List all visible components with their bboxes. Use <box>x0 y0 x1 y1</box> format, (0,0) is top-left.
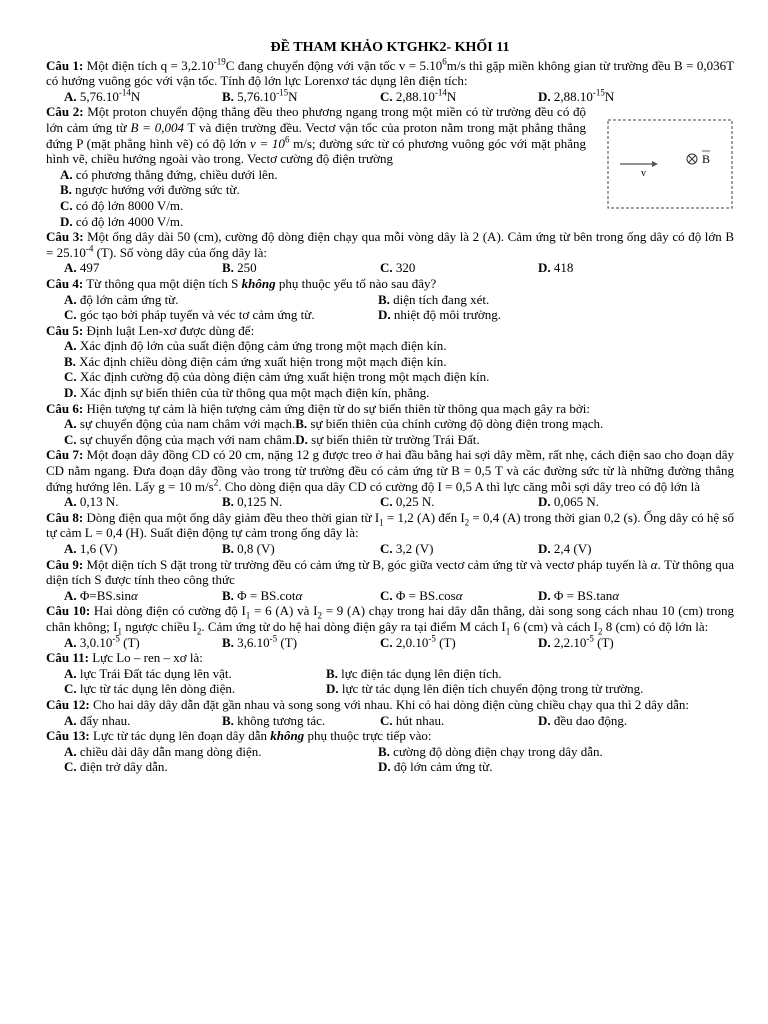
field-label: B <box>702 152 711 167</box>
option-unit: N <box>288 88 298 104</box>
option-text: có độ lớn 4000 V/m. <box>72 213 184 229</box>
question-stem <box>46 697 734 713</box>
question-12 <box>46 697 734 728</box>
option-d[interactable] <box>538 89 734 105</box>
exponent: -15 <box>276 87 289 98</box>
question-label: Câu 6: <box>46 400 84 416</box>
option-text: 3,6.10 <box>233 634 270 650</box>
stem-text: Một đoạn dây đồng CD có 20 cm, nặng 12 g được treo ở hai đầu bằng hai sợi dây mềm, rất nhẹ, cách điện sao cho đoạn dây CD nằm ngang. Đưa đoạn dây đồng vào trong từ trường đều có cảm ứng từ B = 0,5 T và các đường sức từ là những đường thẳng đứng hướng lên. Lấy g = 10 m/s <box>46 447 734 494</box>
option-text: 2,88.10 <box>550 88 593 104</box>
option-c[interactable] <box>380 494 538 510</box>
option-letter: D. <box>378 759 391 775</box>
option-letter: A. <box>64 634 77 650</box>
alpha-symbol: α <box>612 587 620 603</box>
option-letter: B. <box>295 416 308 432</box>
stem-text: Lực Lo – ren – xơ là: <box>88 650 203 666</box>
option-text: Xác định độ lớn của suất điện động cảm ứng trong một mạch điện kín. <box>76 338 447 354</box>
option-text: 0,8 (V) <box>233 541 275 556</box>
stem-emphasis: không <box>270 728 305 744</box>
option-text: chiều dài dây dẫn mang dòng điện. <box>76 743 262 759</box>
option-letter: A. <box>64 416 77 432</box>
option-text: 2,0.10 <box>392 634 429 650</box>
option-letter: B. <box>60 182 72 198</box>
option-letter: C. <box>64 759 77 775</box>
option-letter: B. <box>378 291 390 307</box>
option-text: lực điện tác dụng lên điện tích. <box>337 665 502 681</box>
question-stem <box>46 58 734 89</box>
option-text: điện trở dây dẫn. <box>76 759 168 775</box>
option-letter: D. <box>538 634 551 650</box>
alpha-symbol: α <box>131 587 138 603</box>
option-letter: A. <box>64 338 77 354</box>
option-letter: C. <box>64 431 77 447</box>
stem-text: ngược chiều I <box>121 618 197 634</box>
option-c[interactable] <box>380 635 538 651</box>
options-row <box>64 416 734 432</box>
option-d[interactable] <box>64 385 734 401</box>
option-letter: B. <box>64 353 76 369</box>
stem-text: T và điện trường đều. Vectơ vận tốc của proton nằm trong mặt phẳng thẳng đứng P (mặt phẳng hình vẽ) có độ lớn <box>46 119 586 151</box>
question-stem <box>46 276 734 292</box>
stem-text: Một diện tích S đặt trong từ trường đều có cảm ứng từ B, góc giữa vectơ cảm ứng từ và vectơ pháp tuyến là <box>83 556 651 572</box>
option-letter: D. <box>538 88 551 104</box>
option-text: cường độ dòng điện chạy trong dây dẫn. <box>389 743 603 759</box>
option-letter: C. <box>64 307 77 323</box>
option-a[interactable] <box>64 89 222 105</box>
option-text: 2,2.10 <box>550 634 587 650</box>
option-text: 320 <box>392 260 416 276</box>
option-c[interactable] <box>380 588 538 604</box>
option-letter: D. <box>378 307 391 323</box>
option-text: 497 <box>76 260 100 276</box>
stem-text: Dòng điện qua một ống dây giảm đều theo thời gian từ I <box>83 509 380 525</box>
equation: B = 0,004 <box>130 119 184 135</box>
question-stem <box>46 401 734 417</box>
option-text: lực từ tác dụng lên dòng điện. <box>76 681 236 697</box>
option-letter: A. <box>64 665 77 681</box>
question-1 <box>46 58 734 105</box>
subscript: 1 <box>379 517 384 528</box>
question-3 <box>46 229 734 276</box>
exponent: -5 <box>428 633 436 644</box>
question-stem <box>46 104 586 166</box>
option-text: ngược hướng với đường sức từ. <box>71 182 240 198</box>
option-text: đều dao động. <box>550 712 628 728</box>
option-b[interactable] <box>222 713 380 729</box>
alpha-symbol: α <box>455 587 463 603</box>
exponent: -14 <box>434 87 447 98</box>
option-a[interactable] <box>64 338 734 354</box>
question-label: Câu 13: <box>46 728 90 744</box>
option-text: có phương thẳng đứng, chiều dưới lên. <box>72 166 278 182</box>
stem-text: Từ thông qua một diện tích S <box>83 275 242 291</box>
option-b[interactable] <box>222 541 380 557</box>
option-letter: D. <box>538 712 551 728</box>
option-text: 0,13 N. <box>76 494 119 510</box>
option-d[interactable] <box>538 260 734 276</box>
option-b[interactable] <box>64 354 734 370</box>
option-a[interactable] <box>64 292 378 308</box>
page-title: ĐỀ THAM KHẢO KTGHK2- KHỐI 11 <box>270 40 510 55</box>
option-unit: (T) <box>435 634 456 650</box>
option-c[interactable] <box>64 759 378 775</box>
option-letter: C. <box>380 587 393 603</box>
option-letter: C. <box>380 541 393 556</box>
option-text: Φ = BS.tan <box>550 587 613 603</box>
exponent: -5 <box>269 633 278 644</box>
option-text: độ lớn cảm ứng từ. <box>76 291 179 307</box>
question-stem <box>46 323 734 339</box>
stem-text: = 1,2 (A) đến I <box>383 509 465 525</box>
question-13 <box>46 728 734 775</box>
question-2 <box>46 104 734 229</box>
stem-text: 6 (cm) và cách I <box>510 618 598 634</box>
stem-text: Một điện tích q = 3,2.10 <box>83 57 214 73</box>
option-letter: A. <box>64 494 77 510</box>
option-letter: C. <box>380 260 393 276</box>
stem-text: = 0,4 (A) trong thời gian 0,2 (s). Ống dây có hệ số tự cảm L = 0,4 (H). Suất điện động tự cảm trong ống dây là: <box>46 509 734 541</box>
subscript: 1 <box>505 626 511 637</box>
arrow-head-icon <box>652 161 658 167</box>
option-unit: N <box>446 88 457 104</box>
stem-text: Cho hai dây dây dẫn đặt gần nhau và song song với nhau. Khi có hai dòng điện cùng chiều chạy qua thì 2 dây dẫn: <box>89 696 690 712</box>
subscript: 1 <box>245 610 251 621</box>
option-b[interactable] <box>378 292 734 308</box>
question-label: Câu 2: <box>46 104 84 120</box>
answer-options <box>46 744 734 775</box>
option-text: Xác định cường độ của dòng điện cảm ứng xuất hiện trong một mạch điện kín. <box>76 369 490 385</box>
option-letter: C. <box>64 681 77 697</box>
option-letter: A. <box>64 291 77 307</box>
question-label: Câu 11: <box>46 650 89 666</box>
option-letter: A. <box>64 260 77 276</box>
question-6 <box>46 401 734 448</box>
option-text: Φ = BS.cos <box>392 587 456 603</box>
subscript: 1 <box>117 626 122 637</box>
option-letter: D. <box>326 681 339 697</box>
option-text: có độ lớn 8000 V/m. <box>72 197 184 213</box>
velocity-label: v <box>641 168 646 180</box>
option-text: đẩy nhau. <box>76 712 131 728</box>
question-label: Câu 4: <box>46 275 84 291</box>
option-b[interactable] <box>222 588 380 604</box>
option-letter: A. <box>60 166 73 182</box>
stem-text: = 6 (A) và I <box>250 603 318 619</box>
option-letter: D. <box>538 260 551 276</box>
stem-text: Định luật Len-xơ được dùng để: <box>83 322 255 338</box>
option-text: 3,2 (V) <box>392 541 434 556</box>
option-a[interactable] <box>64 588 222 604</box>
question-11 <box>46 650 734 697</box>
option-letter: B. <box>222 88 234 104</box>
option-unit: (T) <box>119 634 140 650</box>
option-letter: D. <box>538 494 551 510</box>
option-unit: (T) <box>277 634 298 650</box>
exponent: -19 <box>213 56 226 67</box>
option-text: 5,76.10 <box>76 88 119 104</box>
option-a[interactable] <box>64 713 222 729</box>
option-text: sự chuyển động của nam châm với mạch. <box>76 416 296 432</box>
option-letter: B. <box>222 260 234 276</box>
stem-text: Hiện tượng tự cảm là hiện tượng cảm ứng điện từ do sự biến thiên từ thông qua mạch gây ra bởi: <box>83 400 590 416</box>
answer-options <box>46 89 734 105</box>
option-letter: D. <box>538 541 551 556</box>
option-letter: B. <box>222 712 234 728</box>
option-c[interactable] <box>64 681 326 697</box>
option-c[interactable] <box>380 89 538 105</box>
option-b[interactable] <box>326 666 734 682</box>
proton-field-diagram <box>606 118 734 210</box>
stem-text: m/s thì gặp miền không gian từ trường đều B = 0,036T có hướng vuông góc với vận tốc. Tính độ lớn lực Lorenxơ tác dụng lên điện tích: <box>46 57 735 89</box>
alpha-symbol: α <box>295 587 303 603</box>
stem-text: . Cho dòng điện qua dây CD có cường độ I = 0,5 A thì lực căng mỗi sợi dây treo có độ lớn là <box>218 478 700 494</box>
answer-options <box>46 635 734 651</box>
option-text: nhiệt độ môi trường. <box>390 307 501 323</box>
option-a[interactable] <box>64 494 222 510</box>
option-text: 5,76.10 <box>233 88 277 104</box>
option-d[interactable] <box>378 759 734 775</box>
option-letter: A. <box>64 743 77 759</box>
option-letter: A. <box>64 712 77 728</box>
question-stem <box>46 229 734 260</box>
option-text: 1,6 (V) <box>76 541 118 556</box>
answer-options <box>46 541 734 557</box>
stem-text: Một ống dây dài 50 (cm), cường độ dòng điện chạy qua mỗi vòng dây là 2 (A). Cảm ứng từ bên trong ống dây có độ lớn B = 25.10 <box>46 229 734 260</box>
option-text: sự biến thiên của chính cường độ dòng điện trong mạch. <box>307 416 604 432</box>
question-5 <box>46 323 734 401</box>
option-letter: D. <box>538 587 551 603</box>
option-text: Xác định sự biến thiên của từ thông qua một mạch điện kín, phẳng. <box>76 385 430 401</box>
option-d[interactable] <box>538 588 734 604</box>
option-b[interactable] <box>222 635 380 651</box>
stem-text: Một proton chuyển động thẳng đều theo phương ngang trong một miền có từ trường đều có độ lớn cảm ứng từ <box>46 104 586 135</box>
option-unit: N <box>130 88 141 104</box>
alpha-symbol: α <box>650 556 658 572</box>
option-letter: C. <box>380 88 393 104</box>
question-stem <box>46 603 734 637</box>
question-label: Câu 10: <box>46 603 91 619</box>
option-text: 2,88.10 <box>392 88 435 104</box>
option-text: sự chuyển động của mạch với nam châm. <box>76 431 296 447</box>
option-d[interactable] <box>326 681 734 697</box>
option-letter: B. <box>222 494 234 510</box>
exponent: -15 <box>592 87 605 98</box>
option-letter: C. <box>64 369 77 385</box>
question-10 <box>46 603 734 650</box>
question-label: Câu 9: <box>46 556 84 572</box>
option-c[interactable] <box>380 260 538 276</box>
answer-options <box>46 292 734 323</box>
option-text: 418 <box>550 260 574 276</box>
question-stem <box>46 557 734 588</box>
exponent: 2 <box>213 477 219 488</box>
option-letter: B. <box>378 743 390 759</box>
option-d[interactable] <box>538 494 734 510</box>
option-d[interactable] <box>60 214 734 230</box>
option-letter: D. <box>60 213 73 229</box>
question-label: Câu 7: <box>46 447 84 463</box>
question-7 <box>46 447 734 509</box>
option-letter: D. <box>295 431 308 447</box>
question-8 <box>46 510 734 557</box>
answer-options <box>46 338 734 400</box>
option-unit: (T) <box>593 634 614 650</box>
option-letter: A. <box>64 541 77 556</box>
stem-text: Hai dòng điện có cường độ I <box>90 603 246 619</box>
exponent: -14 <box>118 87 131 98</box>
option-text: hút nhau. <box>392 712 445 728</box>
option-letter: C. <box>380 634 393 650</box>
question-stem <box>46 447 734 494</box>
equation: v = 10 <box>250 135 285 151</box>
answer-options <box>46 494 734 510</box>
option-text: 0,065 N. <box>550 494 600 510</box>
options-row <box>64 432 734 448</box>
option-letter: B. <box>326 665 338 681</box>
exponent: 6 <box>284 134 290 145</box>
option-b[interactable] <box>222 494 380 510</box>
stem-emphasis: không <box>241 275 276 291</box>
stem-text: . Cảm ứng từ do hệ hai dòng điện gây ra tại điểm M cách I <box>201 618 506 634</box>
stem-text: = 9 (A) chạy trong hai dây dẫn thẳng, dài song song cách nhau 10 (cm) trong chân không; I <box>46 603 734 634</box>
subscript: 2 <box>196 626 202 637</box>
option-text: Φ = BS.cot <box>233 587 296 603</box>
question-4 <box>46 276 734 323</box>
option-letter: A. <box>64 587 77 603</box>
option-a[interactable] <box>64 744 378 760</box>
option-d[interactable] <box>295 432 479 447</box>
option-letter: C. <box>60 197 73 213</box>
option-text: 2,4 (V) <box>550 541 592 556</box>
question-9 <box>46 557 734 604</box>
exponent: 6 <box>442 56 447 67</box>
option-letter: B. <box>222 541 234 556</box>
option-a[interactable] <box>64 635 222 651</box>
option-text: 3,0.10 <box>76 634 113 650</box>
option-a[interactable] <box>64 416 295 431</box>
stem-text: Lực từ tác dụng lên đoạn dây dẫn <box>89 728 271 744</box>
option-text: 250 <box>233 260 257 276</box>
stem-text: (T). Số vòng dây của ống dây là: <box>93 244 267 260</box>
answer-options <box>46 588 734 604</box>
option-text: 0,25 N. <box>392 494 435 510</box>
answer-options <box>46 416 734 447</box>
option-text: 0,125 N. <box>233 494 283 510</box>
answer-options <box>46 666 734 697</box>
option-text: góc tạo bởi pháp tuyến và véc tơ cảm ứng từ. <box>76 307 315 323</box>
option-c[interactable] <box>380 541 538 557</box>
option-text: độ lớn cảm ứng từ. <box>390 759 493 775</box>
option-text: Φ=BS.sin <box>76 587 132 603</box>
option-text: Xác định chiều dòng điện cảm ứng xuất hiện trong một mạch điện kín. <box>75 353 447 369</box>
option-letter: C. <box>380 712 393 728</box>
option-text: diện tích đang xét. <box>389 291 490 307</box>
option-a[interactable] <box>64 260 222 276</box>
option-text: lực Trái Đất tác dụng lên vật. <box>76 665 232 681</box>
answer-options <box>46 260 734 276</box>
question-label: Câu 3: <box>46 229 84 245</box>
option-d[interactable] <box>538 713 734 729</box>
option-letter: B. <box>222 634 234 650</box>
option-d[interactable] <box>538 541 734 557</box>
option-b[interactable] <box>222 89 380 105</box>
question-label: Câu 8: <box>46 509 84 525</box>
option-c[interactable] <box>64 307 378 323</box>
stem-text: C đang chuyển động với vận tốc v = 5.10 <box>225 57 443 73</box>
question-label: Câu 5: <box>46 322 84 338</box>
option-unit: N <box>604 88 615 104</box>
answer-options <box>46 713 734 729</box>
option-b[interactable] <box>295 416 603 431</box>
option-text: sự biến thiên từ trường Trái Đất. <box>307 431 480 447</box>
option-text: lực từ tác dụng lên điện tích chuyển động trong từ trường. <box>338 681 644 697</box>
exponent: -4 <box>85 243 94 254</box>
stem-text: phụ thuộc yếu tố nào sau đây? <box>275 275 437 291</box>
stem-text: phụ thuộc trực tiếp vào: <box>304 728 432 744</box>
option-b[interactable] <box>378 744 734 760</box>
option-letter: B. <box>222 587 234 603</box>
option-text: không tương tác. <box>233 712 326 728</box>
exponent: -5 <box>112 633 120 644</box>
subscript: 2 <box>597 626 603 637</box>
option-c[interactable] <box>380 713 538 729</box>
question-stem <box>46 650 734 666</box>
subscript: 2 <box>464 517 470 528</box>
question-stem <box>46 510 734 541</box>
option-a[interactable] <box>64 666 326 682</box>
option-letter: D. <box>64 385 77 401</box>
option-c[interactable] <box>64 432 295 447</box>
question-stem <box>46 728 734 744</box>
exponent: -5 <box>586 633 594 644</box>
option-c[interactable] <box>64 369 734 385</box>
stem-text: . Từ thông qua diện tích S được tính theo công thức <box>46 556 734 588</box>
option-letter: C. <box>380 494 393 510</box>
stem-text: 8 (cm) có độ lớn là: <box>602 618 709 634</box>
option-d[interactable] <box>378 307 734 323</box>
option-a[interactable] <box>64 541 222 557</box>
question-label: Câu 1: <box>46 57 84 73</box>
question-label: Câu 12: <box>46 696 90 712</box>
stem-text: m/s; đường sức từ có phương vuông góc với mặt phẳng hình vẽ, chiều hướng ngoài vào trong. Vectơ cường độ điện trường <box>46 135 587 167</box>
option-b[interactable] <box>222 260 380 276</box>
option-letter: A. <box>64 88 77 104</box>
option-d[interactable] <box>538 635 734 651</box>
subscript: 2 <box>317 610 322 621</box>
